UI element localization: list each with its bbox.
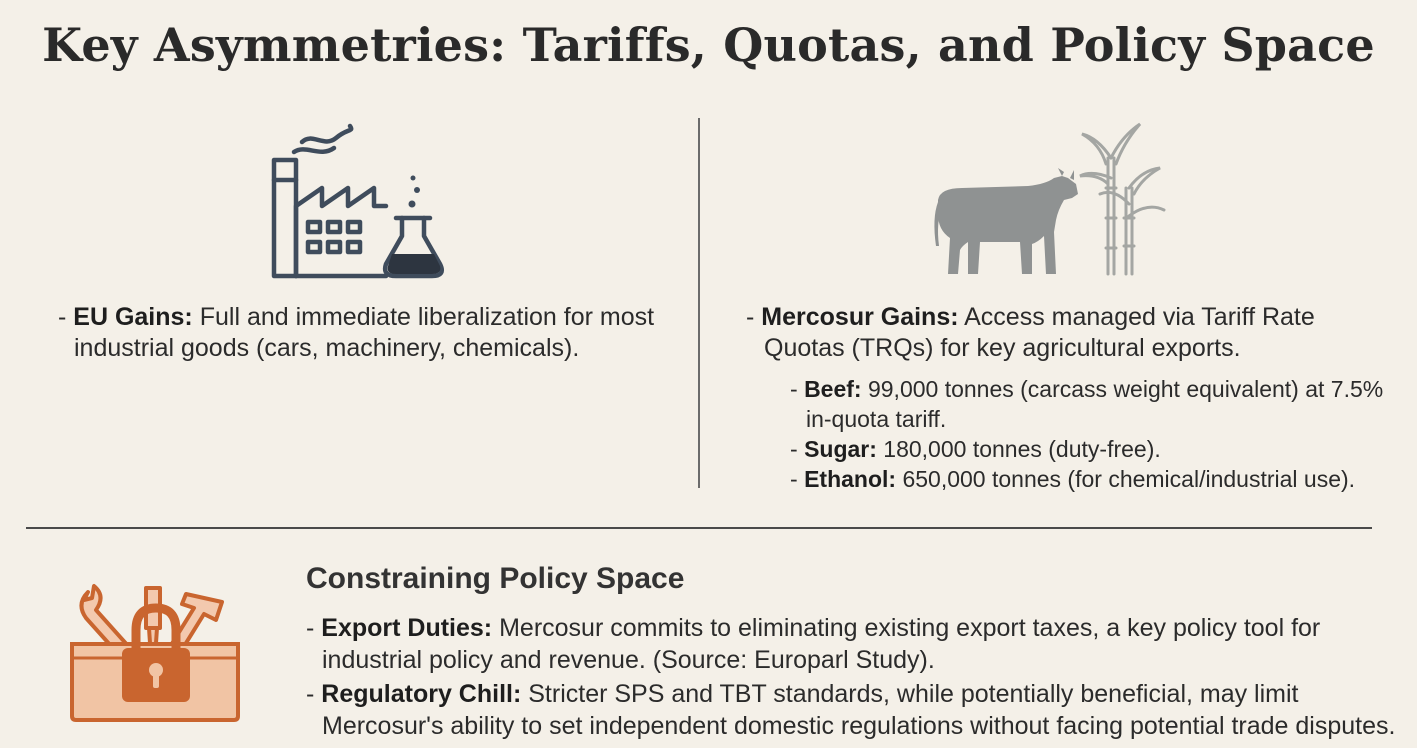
policy-text: Mercosur commits to eliminating existing export taxes, a key policy tool for industrial policy and revenue. (Source: Europarl Study). (322, 614, 1321, 674)
bullet-dash: - (306, 680, 322, 708)
trq-list (790, 374, 1390, 494)
policy-space-list (306, 612, 1396, 744)
mercosur-gains-text: Access managed via Tariff Rate Quotas (TRQs) for key agricultural exports. (764, 303, 1315, 362)
toolbox-lock-icon (66, 578, 246, 723)
eu-gains-label: EU Gains: (73, 303, 193, 331)
vertical-divider (698, 118, 700, 488)
policy-space-heading: Constraining Policy Space (306, 562, 685, 595)
trq-label: Beef: (804, 376, 862, 402)
eu-gains-section (58, 302, 678, 364)
bullet-dash: - (790, 376, 805, 402)
bullet-dash: - (306, 614, 322, 642)
trq-label: Sugar: (804, 436, 877, 462)
mercosur-gains-section (746, 302, 1386, 364)
eu-gains-bullet (58, 302, 678, 364)
trq-text: 99,000 tonnes (carcass weight equivalent) at 7.5% in-quota tariff. (806, 376, 1384, 432)
bullet-dash: - (790, 436, 805, 462)
bullet-dash: - (746, 303, 762, 331)
trq-text: 180,000 tonnes (duty-free). (876, 436, 1161, 462)
horizontal-divider (26, 527, 1372, 529)
trq-text: 650,000 tonnes (for chemical/industrial use). (896, 466, 1356, 492)
policy-text: Stricter SPS and TBT standards, while potentially beneficial, may limit Mercosur's ability to set independent domestic regulations without facing potential trade disputes. (322, 680, 1396, 740)
policy-label: Export Duties: (321, 614, 493, 642)
page-title: Key Asymmetries: Tariffs, Quotas, and Policy Space (42, 18, 1375, 72)
mercosur-gains-bullet (746, 302, 1386, 364)
policy-label: Regulatory Chill: (321, 680, 522, 708)
trq-label: Ethanol: (804, 466, 897, 492)
eu-gains-text: Full and immediate liberalization for most industrial goods (cars, machinery, chemicals). (74, 303, 655, 362)
mercosur-gains-label: Mercosur Gains: (761, 303, 959, 331)
bullet-dash: - (790, 466, 805, 492)
factory-flask-icon (262, 118, 452, 283)
policy-item-regulatory-chill (306, 678, 1396, 742)
trq-item-ethanol (790, 464, 1390, 494)
bullet-dash: - (58, 303, 74, 331)
policy-item-export-duties (306, 612, 1396, 676)
trq-item-sugar (790, 434, 1390, 464)
cow-sugarcane-icon (928, 118, 1168, 283)
trq-item-beef (790, 374, 1390, 434)
